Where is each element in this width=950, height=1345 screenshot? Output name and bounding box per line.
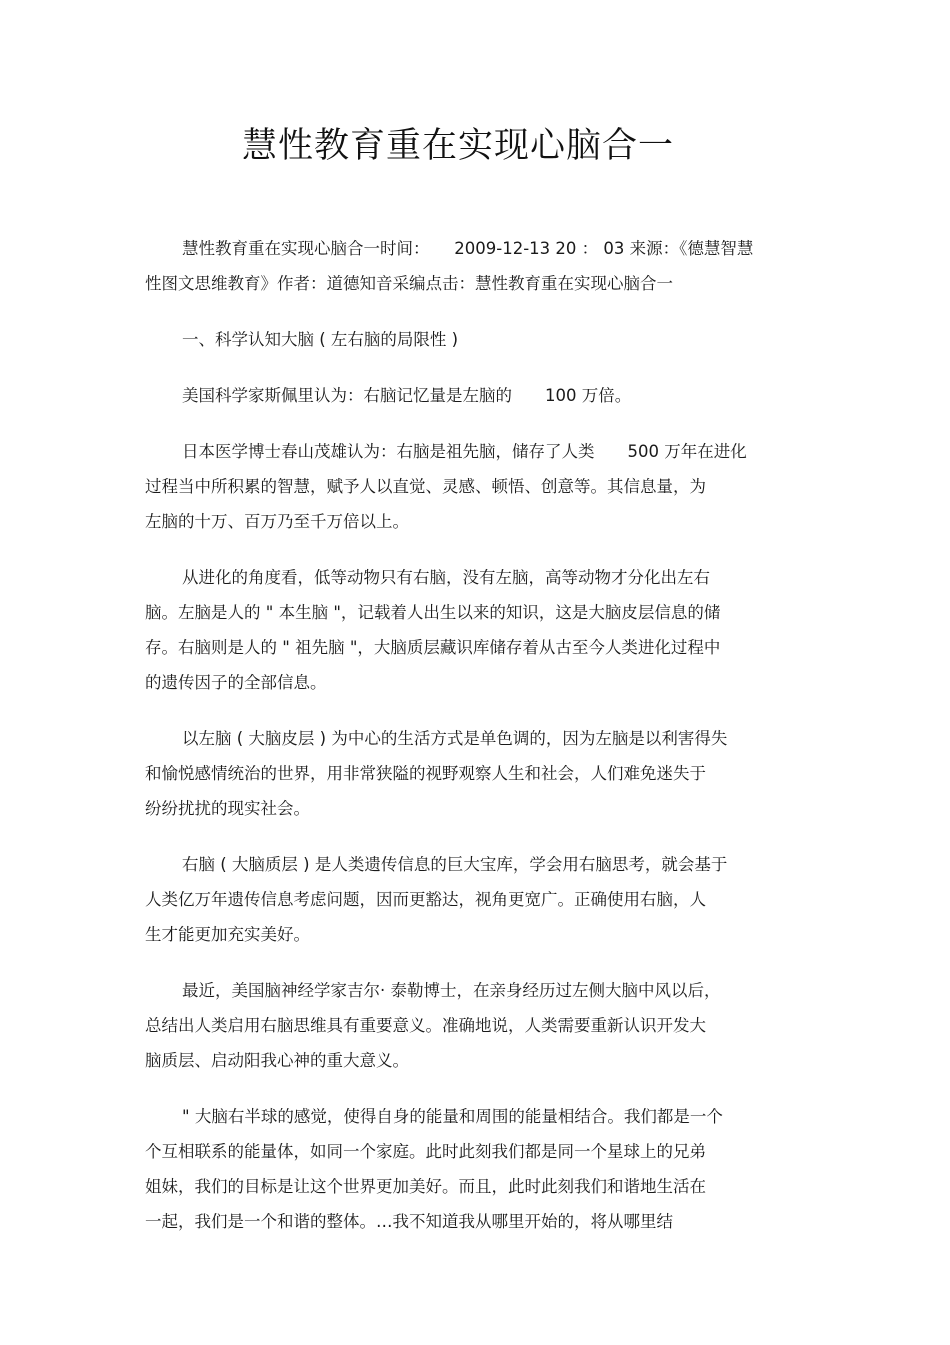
text-line: 右脑 ( 大脑质层 ) 是人类遗传信息的巨大宝库，学会用右脑思考，就会基于	[182, 855, 728, 874]
text-line: 生才能更加充实美好。	[145, 925, 310, 944]
text-line: 姐妹，我们的目标是让这个世界更加美好。而且，此时此刻我们和谐地生活在	[145, 1177, 706, 1196]
text-line: 最近，美国脑神经学家吉尔· 泰勒博士，在亲身经历过左侧大脑中风以后，	[182, 981, 721, 1000]
text-line: 左脑的十万、百万乃至千万倍以上。	[145, 512, 409, 531]
text-line: 过程当中所积累的智慧，赋予人以直觉、灵感、顿悟、创意等。其信息量，为	[145, 477, 706, 496]
text-line: 慧性教育重在实现心脑合一时间： 2009-12-13 20 ： 03 来源：《德慧智慧	[182, 239, 754, 258]
text-line: 存。右脑则是人的 " 祖先脑 "，大脑质层藏识库储存着从古至今人类进化过程中	[145, 638, 721, 657]
text-line: 总结出人类启用右脑思维具有重要意义。准确地说，人类需要重新认识开发大	[145, 1016, 706, 1035]
text-line: 以左脑 ( 大脑皮层 ) 为中心的生活方式是单色调的，因为左脑是以利害得失	[182, 729, 728, 748]
paragraph	[145, 560, 805, 700]
paragraph	[145, 973, 805, 1078]
text-line: 美国科学家斯佩里认为：右脑记忆量是左脑的 100 万倍。	[182, 386, 632, 405]
text-line: 一起，我们是一个和谐的整体。…我不知道我从哪里开始的，将从哪里结	[145, 1212, 673, 1231]
section-heading	[145, 322, 805, 357]
document-title: 慧性教育重在实现心脑合一	[241, 126, 674, 166]
paragraph	[145, 721, 805, 826]
paragraph	[145, 378, 805, 413]
text-line: 和愉悦感情统治的世界，用非常狭隘的视野观察人生和社会，人们难免迷失于	[145, 764, 706, 783]
text-line: " 大脑右半球的感觉，使得自身的能量和周围的能量相结合。我们都是一个	[182, 1107, 723, 1126]
paragraph	[145, 847, 805, 952]
paragraph	[145, 1099, 805, 1239]
text-line: 的遗传因子的全部信息。	[145, 673, 327, 692]
text-line: 脑质层、启动阳我心神的重大意义。	[145, 1051, 409, 1070]
text-line: 人类亿万年遗传信息考虑问题，因而更豁达，视角更宽广。正确使用右脑，人	[145, 890, 706, 909]
document-body	[145, 231, 805, 1260]
text-line: 日本医学博士春山茂雄认为：右脑是祖先脑，储存了人类 500 万年在进化	[182, 442, 747, 461]
paragraph	[145, 434, 805, 539]
text-line: 脑。左脑是人的 " 本生脑 "，记载着人出生以来的知识，这是大脑皮层信息的储	[145, 603, 721, 622]
text-line: 从进化的角度看，低等动物只有右脑，没有左脑，高等动物才分化出左右	[182, 568, 710, 587]
text-line: 个互相联系的能量体，如同一个家庭。此时此刻我们都是同一个星球上的兄弟	[145, 1142, 706, 1161]
paragraph-meta	[145, 231, 805, 301]
text-line: 纷纷扰扰的现实社会。	[145, 799, 310, 818]
text-line: 一、科学认知大脑 ( 左右脑的局限性 )	[182, 330, 459, 349]
text-line: 性图文思维教育》作者：道德知音采编点击：慧性教育重在实现心脑合一	[145, 274, 673, 293]
